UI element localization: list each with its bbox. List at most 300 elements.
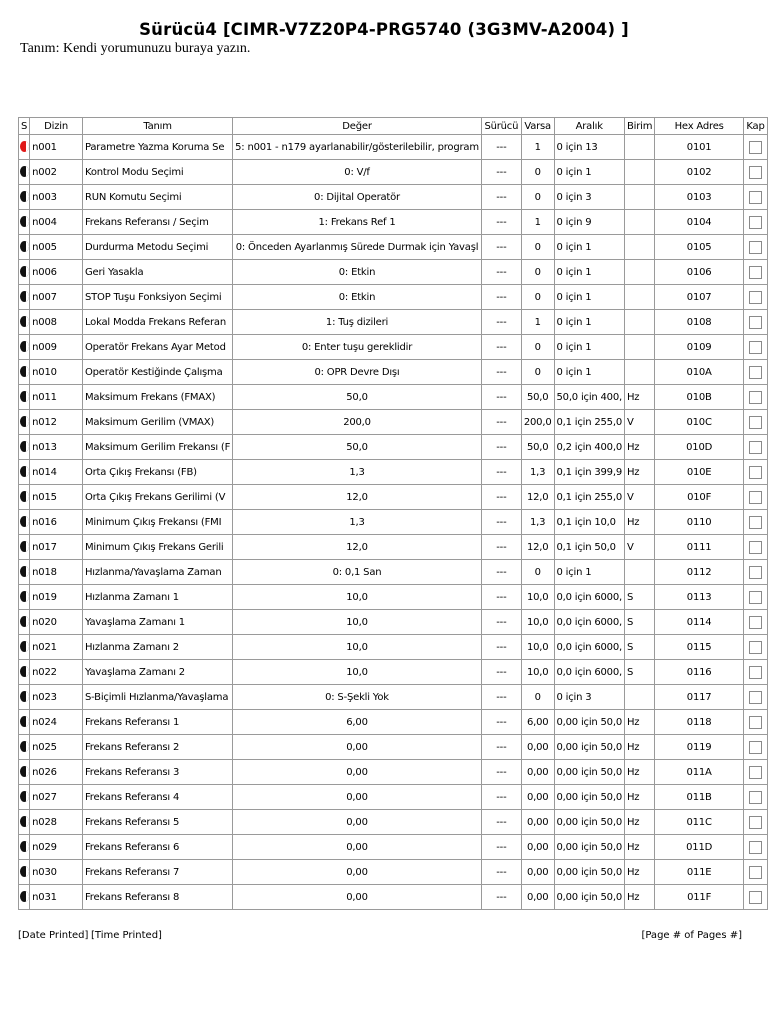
kap-cell: [743, 335, 767, 360]
hex-adres-cell: 010B: [655, 385, 744, 410]
varsa-cell: 0: [521, 685, 554, 710]
page-title: Sürücü4 [CIMR-V7Z20P4-PRG5740 (3G3MV-A2004) ]: [139, 20, 629, 39]
dizin-cell: n015: [30, 485, 83, 510]
hex-adres-cell: 010A: [655, 360, 744, 385]
varsa-cell: 1: [521, 310, 554, 335]
column-header-surucu[interactable]: Sürücü: [481, 118, 521, 135]
table-body: [19, 135, 768, 910]
birim-cell: Hz: [624, 510, 654, 535]
tanim-cell: Frekans Referansı 7: [82, 860, 232, 885]
page-subtitle: Tanım: Kendi yorumunuzu buraya yazın.: [20, 41, 251, 56]
dizin-cell: n010: [30, 360, 83, 385]
aralik-cell: 0 için 1: [554, 360, 624, 385]
kap-checkbox[interactable]: [749, 741, 762, 754]
aralik-cell: 0 için 1: [554, 310, 624, 335]
birim-cell: Hz: [624, 460, 654, 485]
aralik-cell: 0,0 için 6000,: [554, 585, 624, 610]
table-row[interactable]: [19, 710, 768, 735]
hex-adres-cell: 011E: [655, 860, 744, 885]
kap-checkbox[interactable]: [749, 266, 762, 279]
deger-cell: 10,0: [233, 610, 482, 635]
hex-adres-cell: 011D: [655, 835, 744, 860]
status-cell: [19, 285, 30, 310]
surucu-cell: ---: [481, 785, 521, 810]
hex-adres-cell: 011F: [655, 885, 744, 910]
tanim-cell: Frekans Referansı / Seçim: [82, 210, 232, 235]
aralik-cell: 50,0 için 400,: [554, 385, 624, 410]
kap-checkbox[interactable]: [749, 541, 762, 554]
table-row[interactable]: [19, 810, 768, 835]
kap-checkbox[interactable]: [749, 216, 762, 229]
surucu-cell: ---: [481, 310, 521, 335]
surucu-cell: ---: [481, 585, 521, 610]
hex-adres-cell: 0113: [655, 585, 744, 610]
status-cell: [19, 210, 30, 235]
kap-checkbox[interactable]: [749, 166, 762, 179]
kap-cell: [743, 860, 767, 885]
status-dot-icon: [20, 216, 29, 227]
aralik-cell: 0 için 1: [554, 285, 624, 310]
tanim-cell: Operatör Frekans Ayar Metod: [82, 335, 232, 360]
dizin-cell: n004: [30, 210, 83, 235]
tanim-cell: Hızlanma Zamanı 1: [82, 585, 232, 610]
birim-cell: [624, 160, 654, 185]
varsa-cell: 0,00: [521, 835, 554, 860]
dizin-cell: n021: [30, 635, 83, 660]
column-header-varsa[interactable]: Varsa: [521, 118, 554, 135]
kap-checkbox[interactable]: [749, 666, 762, 679]
aralik-cell: 0,00 için 50,0: [554, 710, 624, 735]
status-dot-icon: [20, 716, 29, 727]
hex-adres-cell: 0106: [655, 260, 744, 285]
table-row[interactable]: [19, 460, 768, 485]
hex-adres-cell: 0110: [655, 510, 744, 535]
aralik-cell: 0,00 için 50,0: [554, 885, 624, 910]
table-row[interactable]: [19, 335, 768, 360]
status-dot-icon: [20, 666, 29, 677]
dizin-cell: n022: [30, 660, 83, 685]
kap-checkbox[interactable]: [749, 791, 762, 804]
dizin-cell: n031: [30, 885, 83, 910]
surucu-cell: ---: [481, 810, 521, 835]
table-row[interactable]: [19, 785, 768, 810]
kap-cell: [743, 660, 767, 685]
table-row[interactable]: [19, 760, 768, 785]
kap-checkbox[interactable]: [749, 816, 762, 829]
status-dot-icon: [20, 166, 29, 177]
dizin-cell: n029: [30, 835, 83, 860]
kap-cell: [743, 210, 767, 235]
aralik-cell: 0,1 için 399,9: [554, 460, 624, 485]
kap-cell: [743, 135, 767, 160]
surucu-cell: ---: [481, 210, 521, 235]
birim-cell: [624, 560, 654, 585]
status-cell: [19, 510, 30, 535]
table-row[interactable]: [19, 435, 768, 460]
kap-checkbox[interactable]: [749, 441, 762, 454]
status-dot-icon: [20, 316, 29, 327]
status-dot-icon: [20, 816, 29, 827]
kap-cell: [743, 835, 767, 860]
status-cell: [19, 785, 30, 810]
tanim-cell: Minimum Çıkış Frekans Gerili: [82, 535, 232, 560]
dizin-cell: n014: [30, 460, 83, 485]
kap-cell: [743, 610, 767, 635]
deger-cell: 0: V/f: [233, 160, 482, 185]
kap-checkbox[interactable]: [749, 416, 762, 429]
tanim-cell: Maksimum Frekans (FMAX): [82, 385, 232, 410]
surucu-cell: ---: [481, 835, 521, 860]
hex-adres-cell: 0101: [655, 135, 744, 160]
kap-checkbox[interactable]: [749, 891, 762, 904]
kap-cell: [743, 285, 767, 310]
kap-checkbox[interactable]: [749, 591, 762, 604]
hex-adres-cell: 011B: [655, 785, 744, 810]
surucu-cell: ---: [481, 685, 521, 710]
tanim-cell: STOP Tuşu Fonksiyon Seçimi: [82, 285, 232, 310]
status-cell: [19, 385, 30, 410]
status-dot-icon: [20, 341, 29, 352]
dizin-cell: n016: [30, 510, 83, 535]
birim-cell: Hz: [624, 860, 654, 885]
surucu-cell: ---: [481, 285, 521, 310]
column-header-kap[interactable]: Kap: [743, 118, 767, 135]
kap-checkbox[interactable]: [749, 491, 762, 504]
deger-cell: 0: Dijital Operatör: [233, 185, 482, 210]
status-cell: [19, 735, 30, 760]
table-row[interactable]: [19, 310, 768, 335]
status-dot-icon: [20, 566, 29, 577]
deger-cell: 0: Etkin: [233, 260, 482, 285]
dizin-cell: n026: [30, 760, 83, 785]
kap-checkbox[interactable]: [749, 241, 762, 254]
varsa-cell: 0: [521, 285, 554, 310]
varsa-cell: 1,3: [521, 510, 554, 535]
deger-cell: 0: Önceden Ayarlanmış Sürede Durmak için Yavaşl: [233, 235, 482, 260]
birim-cell: [624, 310, 654, 335]
surucu-cell: ---: [481, 710, 521, 735]
status-cell: [19, 760, 30, 785]
aralik-cell: 0 için 3: [554, 185, 624, 210]
varsa-cell: 0: [521, 335, 554, 360]
deger-cell: 10,0: [233, 585, 482, 610]
birim-cell: Hz: [624, 710, 654, 735]
deger-cell: 1: Frekans Ref 1: [233, 210, 482, 235]
tanim-cell: Frekans Referansı 2: [82, 735, 232, 760]
kap-checkbox[interactable]: [749, 191, 762, 204]
tanim-cell: Geri Yasakla: [82, 260, 232, 285]
tanim-cell: Minimum Çıkış Frekansı (FMI: [82, 510, 232, 535]
birim-cell: [624, 135, 654, 160]
aralik-cell: 0 için 9: [554, 210, 624, 235]
status-cell: [19, 485, 30, 510]
deger-cell: 50,0: [233, 435, 482, 460]
deger-cell: 10,0: [233, 660, 482, 685]
kap-cell: [743, 260, 767, 285]
table-row[interactable]: [19, 860, 768, 885]
column-header-aralik[interactable]: Aralık: [554, 118, 624, 135]
deger-cell: 6,00: [233, 710, 482, 735]
status-dot-icon: [20, 266, 29, 277]
status-cell: [19, 335, 30, 360]
table-row[interactable]: [19, 660, 768, 685]
status-cell: [19, 685, 30, 710]
aralik-cell: 0 için 1: [554, 335, 624, 360]
varsa-cell: 0: [521, 560, 554, 585]
status-dot-icon: [20, 391, 29, 402]
status-cell: [19, 835, 30, 860]
hex-adres-cell: 010C: [655, 410, 744, 435]
dizin-cell: n023: [30, 685, 83, 710]
deger-cell: 0,00: [233, 810, 482, 835]
tanim-cell: Frekans Referansı 8: [82, 885, 232, 910]
status-cell: [19, 635, 30, 660]
tanim-cell: Frekans Referansı 1: [82, 710, 232, 735]
birim-cell: [624, 185, 654, 210]
varsa-cell: 0,00: [521, 760, 554, 785]
table-row[interactable]: [19, 235, 768, 260]
birim-cell: Hz: [624, 760, 654, 785]
deger-cell: 12,0: [233, 535, 482, 560]
kap-cell: [743, 235, 767, 260]
hex-adres-cell: 010E: [655, 460, 744, 485]
kap-cell: [743, 435, 767, 460]
table-row[interactable]: [19, 560, 768, 585]
status-cell: [19, 660, 30, 685]
kap-checkbox[interactable]: [749, 766, 762, 779]
table-row[interactable]: [19, 835, 768, 860]
birim-cell: V: [624, 410, 654, 435]
deger-cell: 1: Tuş dizileri: [233, 310, 482, 335]
birim-cell: [624, 235, 654, 260]
table-row[interactable]: [19, 535, 768, 560]
kap-checkbox[interactable]: [749, 516, 762, 529]
tanim-cell: Frekans Referansı 3: [82, 760, 232, 785]
varsa-cell: 1: [521, 135, 554, 160]
table-row[interactable]: [19, 260, 768, 285]
tanim-cell: Hızlanma/Yavaşlama Zaman: [82, 560, 232, 585]
status-cell: [19, 610, 30, 635]
kap-cell: [743, 510, 767, 535]
kap-cell: [743, 560, 767, 585]
kap-checkbox[interactable]: [749, 391, 762, 404]
deger-cell: 0,00: [233, 885, 482, 910]
hex-adres-cell: 010D: [655, 435, 744, 460]
birim-cell: V: [624, 535, 654, 560]
status-dot-icon: [20, 791, 29, 802]
table-row[interactable]: [19, 410, 768, 435]
column-header-hex-adres[interactable]: Hex Adres: [655, 118, 744, 135]
birim-cell: S: [624, 585, 654, 610]
surucu-cell: ---: [481, 735, 521, 760]
status-cell: [19, 235, 30, 260]
aralik-cell: 0,00 için 50,0: [554, 860, 624, 885]
hex-adres-cell: 0115: [655, 635, 744, 660]
status-cell: [19, 410, 30, 435]
dizin-cell: n011: [30, 385, 83, 410]
kap-checkbox[interactable]: [749, 841, 762, 854]
birim-cell: S: [624, 660, 654, 685]
kap-cell: [743, 585, 767, 610]
kap-checkbox[interactable]: [749, 716, 762, 729]
tanim-cell: Frekans Referansı 6: [82, 835, 232, 860]
kap-checkbox[interactable]: [749, 866, 762, 879]
table-row[interactable]: [19, 135, 768, 160]
status-cell: [19, 310, 30, 335]
dizin-cell: n008: [30, 310, 83, 335]
table-row[interactable]: [19, 885, 768, 910]
varsa-cell: 0,00: [521, 885, 554, 910]
kap-checkbox[interactable]: [749, 566, 762, 579]
deger-cell: 0,00: [233, 835, 482, 860]
kap-cell: [743, 810, 767, 835]
status-dot-icon: [20, 766, 29, 777]
varsa-cell: 0: [521, 235, 554, 260]
dizin-cell: n007: [30, 285, 83, 310]
birim-cell: Hz: [624, 785, 654, 810]
tanim-cell: Orta Çıkış Frekans Gerilimi (V: [82, 485, 232, 510]
dizin-cell: n024: [30, 710, 83, 735]
surucu-cell: ---: [481, 510, 521, 535]
table-row[interactable]: [19, 610, 768, 635]
varsa-cell: 0: [521, 360, 554, 385]
kap-checkbox[interactable]: [749, 366, 762, 379]
kap-checkbox[interactable]: [749, 466, 762, 479]
varsa-cell: 1: [521, 210, 554, 235]
birim-cell: Hz: [624, 885, 654, 910]
surucu-cell: ---: [481, 135, 521, 160]
varsa-cell: 12,0: [521, 485, 554, 510]
aralik-cell: 0,0 için 6000,: [554, 660, 624, 685]
varsa-cell: 10,0: [521, 610, 554, 635]
deger-cell: 0: Etkin: [233, 285, 482, 310]
varsa-cell: 6,00: [521, 710, 554, 735]
tanim-cell: Yavaşlama Zamanı 1: [82, 610, 232, 635]
varsa-cell: 0,00: [521, 785, 554, 810]
status-dot-icon: [20, 616, 29, 627]
table-row[interactable]: [19, 735, 768, 760]
status-cell: [19, 810, 30, 835]
table-row[interactable]: [19, 385, 768, 410]
varsa-cell: 200,0: [521, 410, 554, 435]
status-cell: [19, 560, 30, 585]
kap-cell: [743, 760, 767, 785]
kap-cell: [743, 485, 767, 510]
status-dot-icon: [20, 691, 29, 702]
varsa-cell: 50,0: [521, 385, 554, 410]
dizin-cell: n019: [30, 585, 83, 610]
column-header-tanim[interactable]: Tanım: [82, 118, 232, 135]
table-row[interactable]: [19, 585, 768, 610]
dizin-cell: n018: [30, 560, 83, 585]
kap-cell: [743, 735, 767, 760]
table-row[interactable]: [19, 185, 768, 210]
kap-checkbox[interactable]: [749, 616, 762, 629]
status-cell: [19, 460, 30, 485]
kap-checkbox[interactable]: [749, 316, 762, 329]
column-header-s[interactable]: S: [19, 118, 30, 135]
kap-cell: [743, 160, 767, 185]
tanim-cell: Operatör Kestiğinde Çalışma: [82, 360, 232, 385]
hex-adres-cell: 0109: [655, 335, 744, 360]
table-row[interactable]: [19, 285, 768, 310]
aralik-cell: 0 için 1: [554, 560, 624, 585]
birim-cell: S: [624, 635, 654, 660]
table-row[interactable]: [19, 360, 768, 385]
aralik-cell: 0,1 için 255,0: [554, 410, 624, 435]
kap-checkbox[interactable]: [749, 691, 762, 704]
deger-cell: 5: n001 - n179 ayarlanabilir/gösterilebilir, program: [233, 135, 482, 160]
dizin-cell: n012: [30, 410, 83, 435]
surucu-cell: ---: [481, 360, 521, 385]
status-dot-icon: [20, 441, 29, 452]
kap-cell: [743, 785, 767, 810]
tanim-cell: Hızlanma Zamanı 2: [82, 635, 232, 660]
status-dot-icon: [20, 866, 29, 877]
table-row[interactable]: [19, 210, 768, 235]
birim-cell: [624, 335, 654, 360]
varsa-cell: 0,00: [521, 735, 554, 760]
varsa-cell: 10,0: [521, 635, 554, 660]
kap-checkbox[interactable]: [749, 141, 762, 154]
table-row[interactable]: [19, 160, 768, 185]
parameter-table: [18, 117, 768, 910]
column-header-deger[interactable]: Değer: [233, 118, 482, 135]
table-row[interactable]: [19, 510, 768, 535]
tanim-cell: Frekans Referansı 4: [82, 785, 232, 810]
status-dot-icon: [20, 841, 29, 852]
hex-adres-cell: 0116: [655, 660, 744, 685]
hex-adres-cell: 011C: [655, 810, 744, 835]
birim-cell: [624, 285, 654, 310]
deger-cell: 0: 0,1 San: [233, 560, 482, 585]
table-row[interactable]: [19, 685, 768, 710]
aralik-cell: 0,00 için 50,0: [554, 835, 624, 860]
status-dot-icon: [20, 291, 29, 302]
column-header-dizin[interactable]: Dizin: [30, 118, 83, 135]
kap-checkbox[interactable]: [749, 341, 762, 354]
column-header-birim[interactable]: Birim: [624, 118, 654, 135]
hex-adres-cell: 0119: [655, 735, 744, 760]
dizin-cell: n017: [30, 535, 83, 560]
hex-adres-cell: 0118: [655, 710, 744, 735]
status-dot-icon: [20, 891, 29, 902]
hex-adres-cell: 0112: [655, 560, 744, 585]
aralik-cell: 0 için 13: [554, 135, 624, 160]
hex-adres-cell: 010F: [655, 485, 744, 510]
varsa-cell: 10,0: [521, 585, 554, 610]
varsa-cell: 50,0: [521, 435, 554, 460]
table-row[interactable]: [19, 485, 768, 510]
surucu-cell: ---: [481, 460, 521, 485]
table-header-row: [19, 118, 768, 135]
dizin-cell: n028: [30, 810, 83, 835]
hex-adres-cell: 0108: [655, 310, 744, 335]
kap-cell: [743, 360, 767, 385]
table-row[interactable]: [19, 635, 768, 660]
deger-cell: 0: OPR Devre Dışı: [233, 360, 482, 385]
deger-cell: 1,3: [233, 510, 482, 535]
kap-cell: [743, 310, 767, 335]
birim-cell: Hz: [624, 835, 654, 860]
status-dot-icon: [20, 191, 29, 202]
kap-checkbox[interactable]: [749, 291, 762, 304]
status-cell: [19, 535, 30, 560]
kap-checkbox[interactable]: [749, 641, 762, 654]
tanim-cell: RUN Komutu Seçimi: [82, 185, 232, 210]
aralik-cell: 0 için 1: [554, 260, 624, 285]
aralik-cell: 0,00 için 50,0: [554, 810, 624, 835]
